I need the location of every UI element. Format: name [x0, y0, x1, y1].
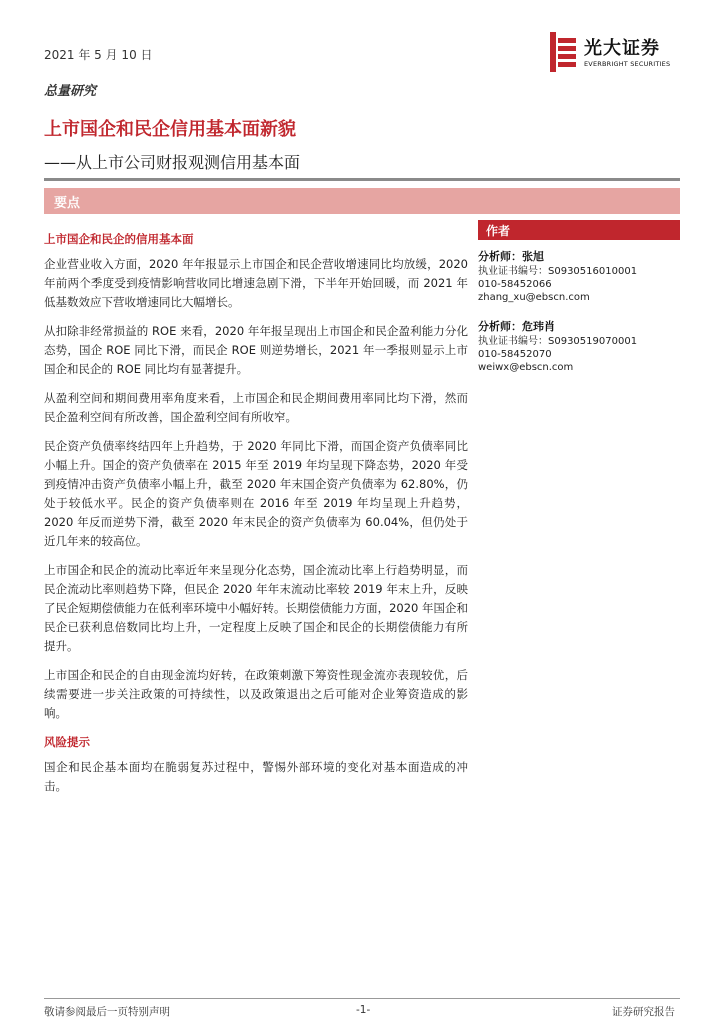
report-category: 总量研究	[44, 84, 97, 99]
footer-divider	[44, 998, 680, 999]
risk-heading: 风险提示	[44, 735, 90, 749]
footer-report-type: 证券研究报告	[612, 1006, 675, 1018]
analyst-card	[478, 250, 680, 304]
author-bar	[478, 220, 680, 240]
paragraph: 上市国企和民企的自由现金流均好转，在政策刺激下筹资性现金流亦表现较优，后续需要进一步关注政策的可持续性，以及政策退出之后可能对企业筹资造成的影响。	[44, 668, 468, 720]
logo-chinese-name: 光大证券	[584, 38, 660, 59]
paragraph: 上市国企和民企的流动比率近年来呈现分化态势，国企流动比率上行趋势明显，而民企流动比率则趋势下降，但民企 2020 年年末流动比率较 2019 年末上升，反映了民企短期偿债能力在低利率环境中小幅好转。长期偿债能力方面，2020 年国企和民企已获利息倍数同比均上升，一定程度上反映了国企和民企的长期偿债能力有所提升。	[44, 563, 468, 653]
analyst-license: 执业证书编号：S0930519070001	[478, 336, 638, 347]
analyst-name: 分析师：张旭	[478, 250, 544, 263]
analyst-phone: 010-58452070	[478, 349, 552, 360]
paragraph: 从扣除非经常损益的 ROE 来看，2020 年年报呈现出上市国企和民企盈利能力分化态势，国企 ROE 同比下滑，而民企 ROE 则逆势增长，2021 年一季报则显示上市国企和民企的 ROE 同比均有显著提升。	[44, 324, 468, 376]
paragraph: 民企资产负债率终结四年上升趋势，于 2020 年同比下滑，而国企资产负债率同比小幅上升。国企的资产负债率在 2015 年至 2019 年均呈现下降态势，2020 年受到疫情冲击资产负债率小幅上升，截至 2020 年末国企资产负债率为 62.80%，仍处于较低水平。民企的资产负债率则在 2016 年至 2019 年均呈现上升趋势，2020 年反而逆势下滑，截至 2020 年末民企的资产负债率为 60.04%，但仍处于近几年来的较高位。	[44, 439, 468, 548]
author-sidebar	[478, 220, 680, 374]
author-label: 作者	[486, 224, 511, 238]
analyst-phone: 010-58452066	[478, 279, 552, 290]
logo-english-name: EVERBRIGHT SECURITIES	[584, 60, 671, 68]
key-points-bar	[44, 188, 680, 214]
analyst-email[interactable]: zhang_xu@ebscn.com	[478, 292, 590, 303]
paragraph: 从盈利空间和期间费用率角度来看，上市国企和民企期间费用率同比均下滑，然而民企盈利空间有所改善，国企盈利空间有所收窄。	[44, 391, 468, 424]
analyst-license: 执业证书编号：S0930516010001	[478, 266, 638, 277]
everbright-logo-icon	[548, 30, 580, 74]
analyst-name: 分析师：危玮肖	[478, 320, 555, 333]
paragraph: 企业营业收入方面，2020 年年报显示上市国企和民企营收增速同比均放缓，2020 年前两个季度受到疫情影响营收同比增速急剧下滑，下半年开始回暖，而 2021 年低基数效应下营收增速同比大幅增长。	[44, 257, 468, 309]
risk-text: 国企和民企基本面均在脆弱复苏过程中，警惕外部环境的变化对基本面造成的冲击。	[44, 760, 468, 793]
company-logo	[548, 30, 688, 74]
title-divider	[44, 178, 680, 181]
report-title: 上市国企和民企信用基本面新貌	[44, 119, 296, 140]
analyst-email[interactable]: weiwx@ebscn.com	[478, 362, 574, 373]
report-date: 2021 年 5 月 10 日	[44, 48, 153, 62]
report-subtitle: ——从上市公司财报观测信用基本面	[44, 153, 301, 172]
analyst-card	[478, 320, 680, 374]
footer-disclaimer-link[interactable]: 敬请参阅最后一页特别声明	[44, 1006, 170, 1018]
section-heading: 上市国企和民企的信用基本面	[44, 232, 194, 246]
page-number: -1-	[356, 1004, 371, 1016]
key-points-label: 要点	[54, 196, 81, 211]
key-points-body	[44, 230, 468, 806]
